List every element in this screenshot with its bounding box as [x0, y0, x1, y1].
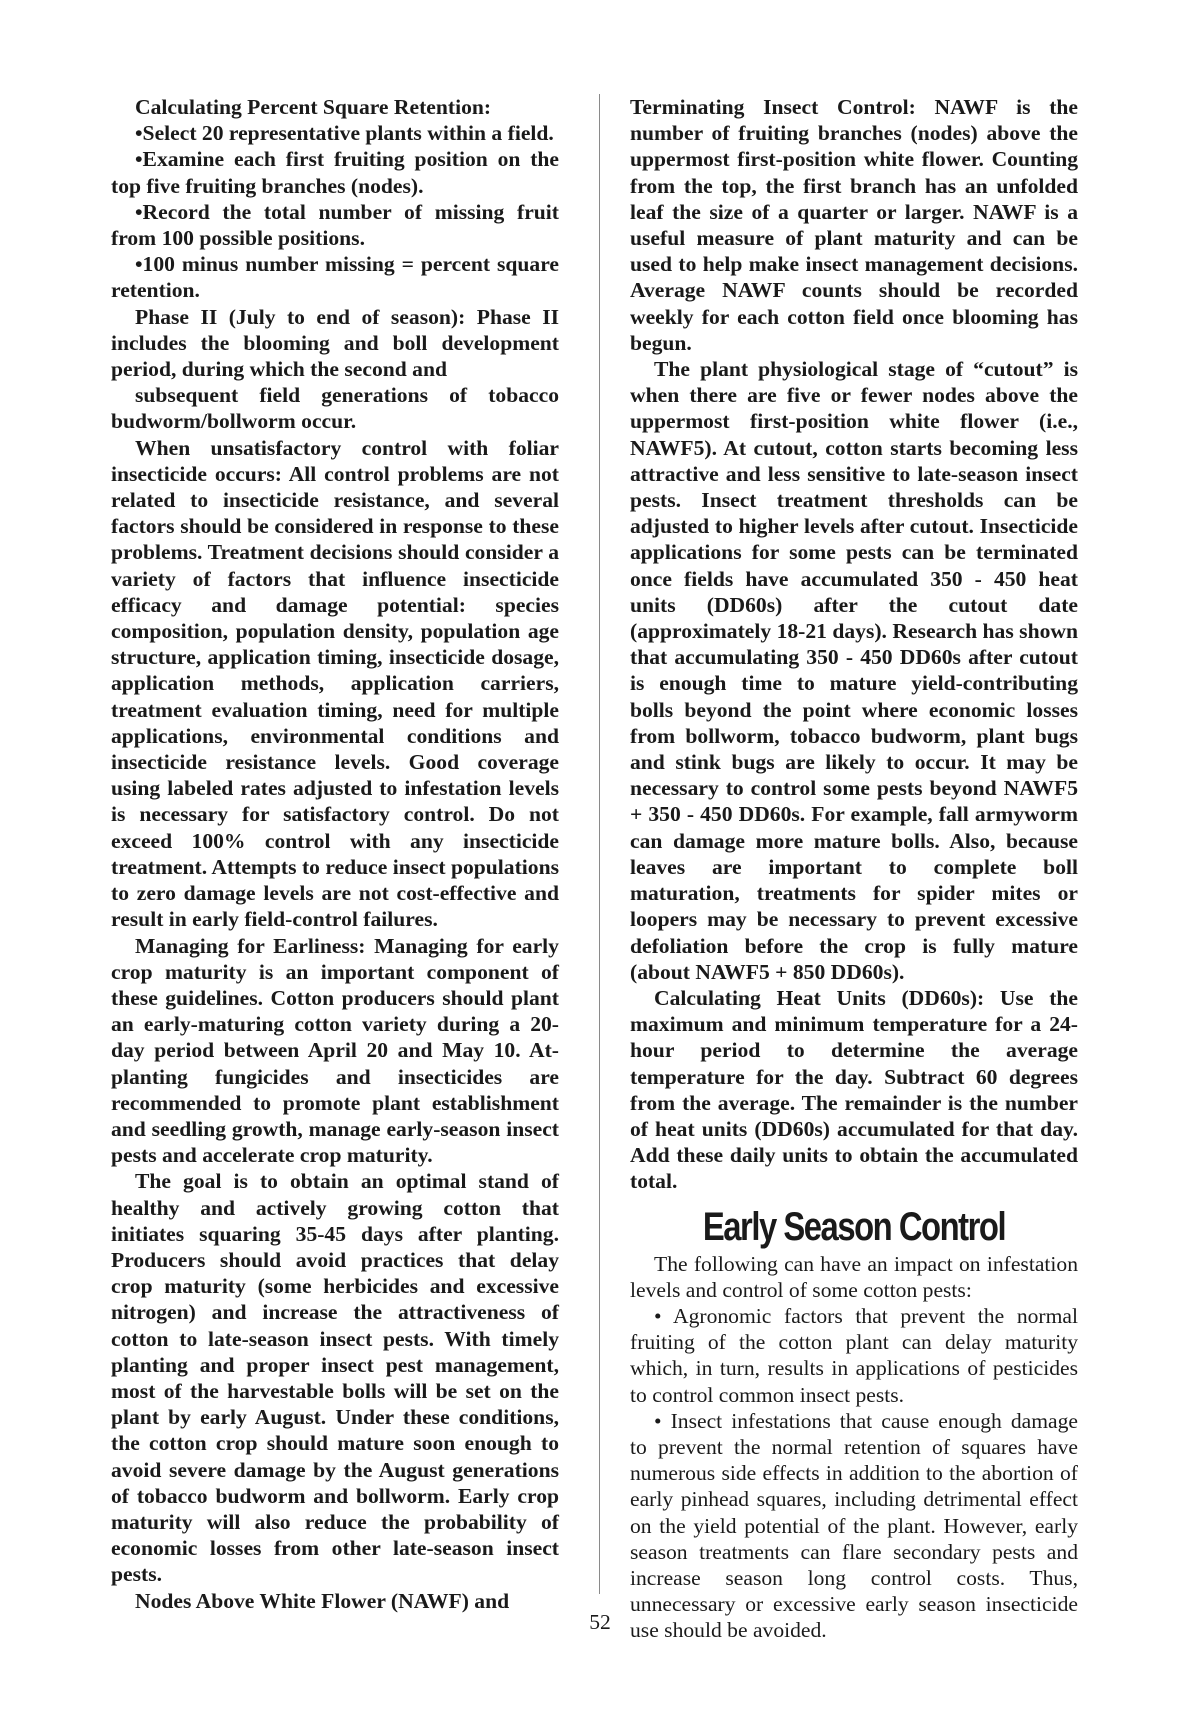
terminating-control-lead: Terminating Insect Control:: [630, 95, 916, 119]
nawf-lead: Nodes Above White Flower (NAWF) and: [135, 1588, 510, 1613]
heat-units-lead: Calculating Heat Units (DD60s):: [654, 985, 985, 1010]
unsatisfactory-control-paragraph: [111, 435, 559, 933]
early-season-bullet: • Agronomic factors that prevent the normal fruiting of the cotton plant can delay maturity which, in turn, results in applications of pesticides to control common insect pests.: [630, 1303, 1078, 1407]
early-season-heading: Early Season Control: [702, 1204, 1006, 1249]
column-divider: [599, 94, 600, 1594]
phase-two-text: Phase II includes the blooming and boll development period, during which the second and: [111, 304, 560, 382]
terminating-control-text: NAWF is the number of fruiting branches (nodes) above the uppermost first-position white flower. Counting from the top, the first branch has an unfolded leaf the size of a quarter or larger. NAWF is a useful measure of plant maturity and can be used to help make insect management decisions. Average NAWF counts should be recorded weekly for each cotton field once blooming has begun.: [630, 95, 1078, 355]
heat-units-paragraph: [630, 985, 1078, 1195]
earliness-lead: Managing for Earliness:: [135, 933, 366, 958]
phase-two-lead: Phase II (July to end of season):: [135, 304, 466, 329]
page-number: 52: [589, 1610, 611, 1634]
phase-two-continuation: subsequent field generations of tobacco budworm/bollworm occur.: [111, 383, 559, 434]
right-column: [630, 94, 1078, 1644]
square-retention-heading: Calculating Percent Square Retention:: [135, 95, 492, 119]
unsatisfactory-control-lead: When unsatisfactory control with foliar insecticide occurs:: [111, 435, 559, 486]
unsatisfactory-control-text: All control problems are not related to insecticide resistance, and several factors should be considered in response to these problems. Treatment decisions should consider a variety of factors that influence insecticide efficacy and damage potential: species composition, population density, population age structure, application timing, insecticide dosage, application methods, application carriers, treatment evaluation timing, need for multiple applications, environmental conditions and insecticide resistance levels. Good coverage using labeled rates adjusted to infestation levels is necessary for satisfactory control. Do not exceed 100% control with any insecticide treatment. Attempts to reduce insect populations to zero damage levels are not cost-effective and result in early field-control failures.: [111, 461, 559, 932]
goal-paragraph: The goal is to obtain an optimal stand of healthy and actively growing cotton that initiates squaring 35-45 days after planting. Producers should avoid practices that delay crop maturity (some herbicides and excessive nitrogen) and increase the attractiveness of cotton to late-season insect pests. With timely planting and proper insect pest management, most of the harvestable bolls will be set on the plant by early August. Under these conditions, the cotton crop should mature soon enough to avoid severe damage by the August generations of tobacco budworm and bollworm. Early crop maturity will also reduce the probability of economic losses from other late-season insect pests.: [111, 1169, 559, 1587]
heat-units-text: Use the maximum and minimum temperature for a 24-hour period to determine the average temperature for the day. Subtract 60 degrees from the average. The remainder is the number of heat units (DD60s) accumulated for that day. Add these daily units to obtain the accumulated total.: [630, 985, 1078, 1194]
left-column: [111, 94, 559, 1614]
square-retention-bullet: •100 minus number missing = percent square retention.: [111, 252, 559, 303]
square-retention-bullet: •Examine each first fruiting position on the top five fruiting branches (nodes).: [111, 147, 559, 198]
cutout-paragraph: The plant physiological stage of “cutout” is when there are five or fewer nodes above the uppermost first-position white flower (i.e., NAWF5). At cutout, cotton starts becoming less attractive and less sensitive to late-season insect pests. Insect treatment thresholds can be adjusted to higher levels after cutout. Insecticide applications for some pests can be terminated once fields have accumulated 350 - 450 heat units (DD60s) after the cutout date (approximately 18-21 days). Research has shown that accumulating 350 - 450 DD60s after cutout is enough time to mature yield-contributing bolls beyond the point where economic losses from bollworm, tobacco budworm, plant bugs and stink bugs are likely to occur. It may be necessary to control some pests beyond NAWF5 + 350 - 450 DD60s. For example, fall armyworm can damage more mature bolls. Also, because leaves are important to complete boll maturation, treatments for spider mites or loopers may be necessary to prevent excessive defoliation before the crop is fully mature (about NAWF5 + 850 DD60s).: [630, 357, 1078, 984]
phase-two-paragraph: [111, 304, 559, 383]
earliness-paragraph: [111, 933, 559, 1169]
square-retention-bullet: •Record the total number of missing fruit from 100 possible positions.: [111, 199, 559, 251]
early-season-intro: The following can have an impact on infestation levels and control of some cotton pests:: [630, 1251, 1078, 1302]
early-season-bullet: • Insect infestations that cause enough damage to prevent the normal retention of squares have numerous side effects in addition to the abortion of early pinhead squares, including detrimental effect on the yield potential of the plant. However, early season treatments can flare secondary pests and increase season long control costs. Thus, unnecessary or excessive early season insecticide use should be avoided.: [630, 1408, 1078, 1643]
earliness-text: Managing for early crop maturity is an important component of these guidelines. Cotton producers should plant an early-maturing cotton variety during a 20-day period between April 20 and May 10. At-planting fungicides and insecticides are recommended to promote plant establishment and seedling growth, manage early-season insect pests and accelerate crop maturity.: [111, 933, 559, 1168]
square-retention-bullet: •Select 20 representative plants within a field.: [135, 121, 554, 146]
terminating-control-paragraph: [630, 94, 1078, 356]
